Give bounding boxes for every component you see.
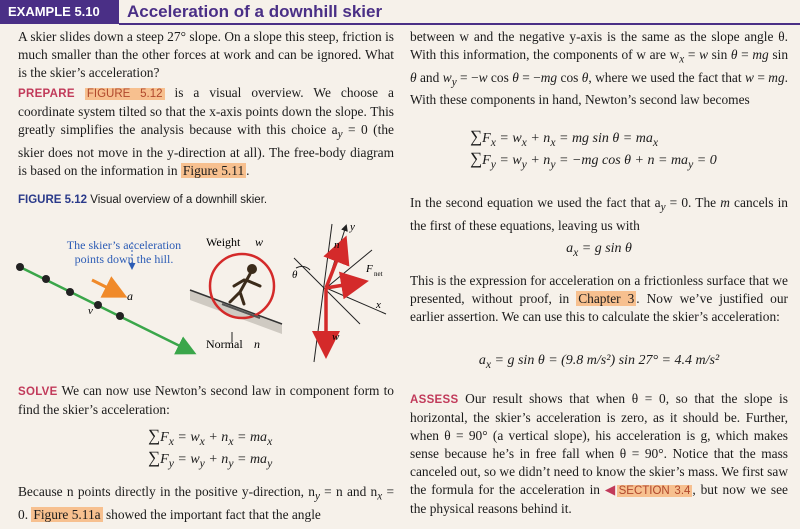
assess-end: , but now we see the physical reasons behind it. <box>410 482 788 516</box>
svg-text:n: n <box>254 337 260 351</box>
svg-text:F: F <box>366 263 373 275</box>
motion-diagram <box>16 242 192 352</box>
example-title: Acceleration of a downhill skier <box>127 2 383 21</box>
svg-text:y: y <box>350 221 355 233</box>
intro-paragraph: A skier slides down a steep 27° slope. On a slope this steep, friction is much smaller than the other forces at work and can be ignored. What is the skier’s acceleration? <box>18 29 394 80</box>
example-tag: EXAMPLE 5.10 <box>0 0 119 24</box>
assess-paragraph <box>410 390 788 518</box>
back-arrow-icon: ◀ <box>604 482 617 497</box>
prepare-label: PREPARE <box>18 88 75 100</box>
header-rule <box>119 23 800 25</box>
assess-text: Our result shows that when θ = 0, so that the slope is horizontal, the skier’s acceleration is zero, as it should be. Further, when θ = 90° (a vertical slope), his acceleration is g, which makes sense because he’s in free fall when θ = 90°. Notice that the mass canceled out, so we didn’t need to know the skier’s mass. We first saw the formula for the acceleration in <box>410 391 788 497</box>
because-text-a: Because n points directly in the positive y-direction, n <box>18 484 315 499</box>
solve-paragraph <box>18 382 394 419</box>
frictionless-paragraph <box>410 272 788 326</box>
acceleration-note: The skier’s acceleration points down the hill. <box>66 238 182 266</box>
final-calculation: $a_x = g$ sin θ = (9.8 m/s²) sin 27° = 4.4 m/s² <box>478 353 720 371</box>
theta-label: θ <box>292 269 298 281</box>
svg-text:w: w <box>255 235 264 249</box>
figure-caption-text: Visual overview of a downhill skier. <box>90 194 268 206</box>
prepare-text-b: = 0 (the skier does not move in the y-direction at all). The free-body diagram is based on the information in <box>18 122 394 178</box>
figure-5-12-link[interactable]: FIGURE 5.12 <box>86 88 163 100</box>
prepare-text-a: is a visual overview. We choose a coordinate system tilted so that the x-axis points down the slope. This greatly simplifies the analysis because with this choice a <box>18 85 394 137</box>
fnet-subscript: net <box>374 270 383 278</box>
newton-equations-right: $\sum F_x = w_x + n_x$ = mg $\sin \theta = ma_x$ $\sum F_y = w_y + n_y = -mg$ $\cos \theta + n = ma_y = 0$ <box>470 127 717 171</box>
frictionless-text-a: This is the expression for acceleration on a frictionless surface that we presented, without proof, in <box>410 273 788 306</box>
normal-label: Normal <box>206 337 243 351</box>
frictionless-text-b: . Now we’ve justified our earlier assertion. We can use this to calculate the skier’s acceleration: <box>410 291 788 324</box>
because-text-b: = n and n <box>319 484 378 499</box>
acceleration-result: $a_x = g$ sin θ <box>566 241 632 259</box>
figure-5-11a-link[interactable]: Figure 5.11a <box>33 506 101 522</box>
assess-label: ASSESS <box>410 394 459 406</box>
weight-label: Weight <box>206 235 241 249</box>
svg-text:n: n <box>334 239 340 251</box>
chapter-3-link[interactable]: Chapter 3 <box>578 291 635 306</box>
figure-5-11-link[interactable]: Figure 5.11 <box>182 162 245 178</box>
svg-text:x: x <box>376 299 381 311</box>
components-paragraph: between w and the negative y-axis is the same as the slope angle θ. With this information, the components of w are $w_x = w$ sin θ = mg sin θ and $w_y = -w$ cos θ = −mg cos θ, where we used the fact that w = mg. With these components in hand, Newton’s second law becomes <box>410 29 789 108</box>
because-paragraph: Because n points directly in the positive y-direction, $n_y = n$ and $n_x = 0$. Figure 5.11a showed the important fact that the angle <box>18 484 394 522</box>
skier-diagram <box>14 212 394 372</box>
svg-text:a: a <box>127 289 133 303</box>
section-3-4-link[interactable]: SECTION 3.4 <box>618 485 691 497</box>
svg-text:w: w <box>332 331 340 343</box>
because-text-d: showed the important fact that the angle <box>102 506 321 522</box>
solve-label: SOLVE <box>18 386 58 398</box>
svg-text:v: v <box>88 305 93 317</box>
skier-inset <box>190 235 282 351</box>
because-text-c: = 0. <box>18 484 394 522</box>
solve-text: We can now use Newton’s second law in component form to find the skier’s acceleration: <box>18 383 394 417</box>
example-header <box>0 0 800 24</box>
figure-number: FIGURE 5.12 <box>18 194 88 206</box>
figure-caption <box>18 194 267 206</box>
newton-equations-left: $\sum F_x = w_x + n_x = ma_x$ $\sum F_y = w_y + n_y = ma_y$ <box>148 426 273 470</box>
second-equation-paragraph: In the second equation we used the fact that $a_y = 0$. The m cancels in the first of these equations, leaving us with <box>410 195 789 233</box>
prepare-paragraph: PREPARE FIGURE 5.12 is a visual overview. We choose a coordinate system tilted so that the x-axis points down the slope. This greatly simplifies the analysis because with this choice $a_y = 0$ (the skier does not move in the y-direction at all). The free-body diagram is based on the information in Figure 5.11 . <box>18 85 394 178</box>
free-body-diagram <box>292 221 386 362</box>
